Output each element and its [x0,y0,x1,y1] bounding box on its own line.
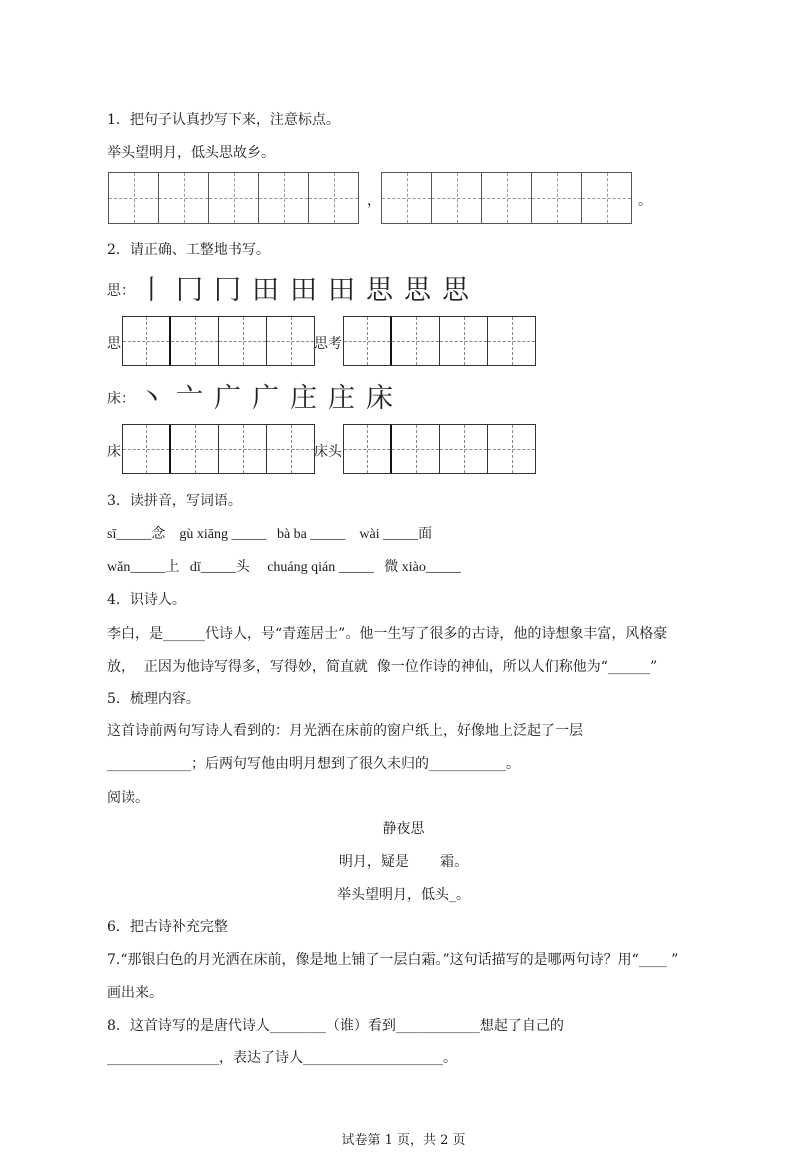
question-7-line-1: 7.“那银白色的月光洒在床前，像是地上铺了一层白霜。”这句话描写的是哪两句诗？用“____ ” [107,952,679,968]
copy-cell[interactable] [309,173,359,223]
tian-cell[interactable] [171,317,219,365]
question-1-title: 1．把句子认真抄写下来，注意标点。 [107,112,340,128]
poem-title: 静夜思 [382,821,425,837]
pinyin-row-1: sī_____念 gù xiāng _____ bà ba _____ wài _____面 [107,527,433,542]
tian-cell[interactable] [219,425,267,473]
tian-cell[interactable] [392,425,440,473]
tian-grid-si[interactable] [122,316,315,366]
question-5-title: 5．梳理内容。 [107,691,200,707]
tian-cell[interactable] [123,425,171,473]
tian-grid-chuang[interactable] [122,424,315,474]
si-word-2: 思考 [314,336,342,352]
copy-cell[interactable] [482,173,532,223]
question-7-line-2: 画出来。 [107,985,163,1001]
pinyin-row-2: wǎn_____上 dī_____头 chuáng qián _____ 微 xiào_____ [107,560,461,575]
tian-cell[interactable] [440,425,488,473]
question-8-line-1: 8．这首诗写的是唐代诗人________（谁）看到____________想起了自己的 [107,1018,564,1034]
page-footer: 试卷第 1 页，共 2 页 [341,1133,466,1148]
tian-cell[interactable] [171,425,219,473]
tian-cell[interactable] [267,425,315,473]
question-5-line-2: ____________；后两句写他由明月想到了很久未归的___________。 [107,756,520,772]
copy-cell[interactable] [109,173,159,223]
copy-cell[interactable] [159,173,209,223]
tian-cell[interactable] [123,317,171,365]
question-4-line-2: 放， 正因为他诗写得多，写得妙，简直就 像一位作诗的神仙，所以人们称他为“______” [107,659,658,675]
copy-cell[interactable] [209,173,259,223]
tian-cell[interactable] [488,425,536,473]
tian-grid-chuangtou[interactable] [343,424,536,474]
question-1-sentence: 举头望明月，低头思故乡。 [107,145,275,161]
tian-cell[interactable] [267,317,315,365]
tian-cell[interactable] [392,317,440,365]
question-4-line-1: 李白，是______代诗人，号“青莲居士”。他一生写了很多的古诗，他的诗想象丰富，风格豪 [107,626,668,642]
copy-cell[interactable] [259,173,309,223]
tian-cell[interactable] [440,317,488,365]
chuang-word-1: 床 [107,444,121,460]
copy-cell[interactable] [432,173,482,223]
copy-cell[interactable] [582,173,632,223]
copy-comma: ， [367,193,381,209]
question-4-title: 4．识诗人。 [107,592,186,608]
copy-cell[interactable] [532,173,582,223]
copy-period: 。 [638,193,652,209]
poem-line-2: 举头望明月，低头_。 [337,887,470,903]
copy-grid-right[interactable] [381,172,632,224]
copy-grid-left[interactable] [108,172,359,224]
reading-label: 阅读。 [107,790,149,806]
tian-grid-sikao[interactable] [343,316,536,366]
question-3-title: 3．读拼音，写词语。 [107,493,242,509]
si-word-1: 思 [107,336,121,352]
chuang-word-2: 床头 [314,444,342,460]
chuang-stroke-order: 丶亠广广庄庄床 [138,383,404,414]
poem-line-1: 明月，疑是 霜。 [338,854,469,870]
question-5-line-1: 这首诗前两句写诗人看到的：月光洒在床前的窗户纸上，好像地上泛起了一层 [107,723,583,739]
chuang-label: 床： [107,391,135,407]
tian-cell[interactable] [344,425,392,473]
si-stroke-order: 丨冂冂田田田思思思 [138,275,480,306]
tian-cell[interactable] [344,317,392,365]
question-8-line-2: ________________，表达了诗人____________________。 [107,1050,457,1066]
copy-cell[interactable] [382,173,432,223]
question-2-title: 2．请正确、工整地书写。 [107,242,270,258]
tian-cell[interactable] [488,317,536,365]
si-label: 思： [107,283,135,299]
tian-cell[interactable] [219,317,267,365]
question-6-title: 6．把古诗补充完整 [107,919,228,935]
